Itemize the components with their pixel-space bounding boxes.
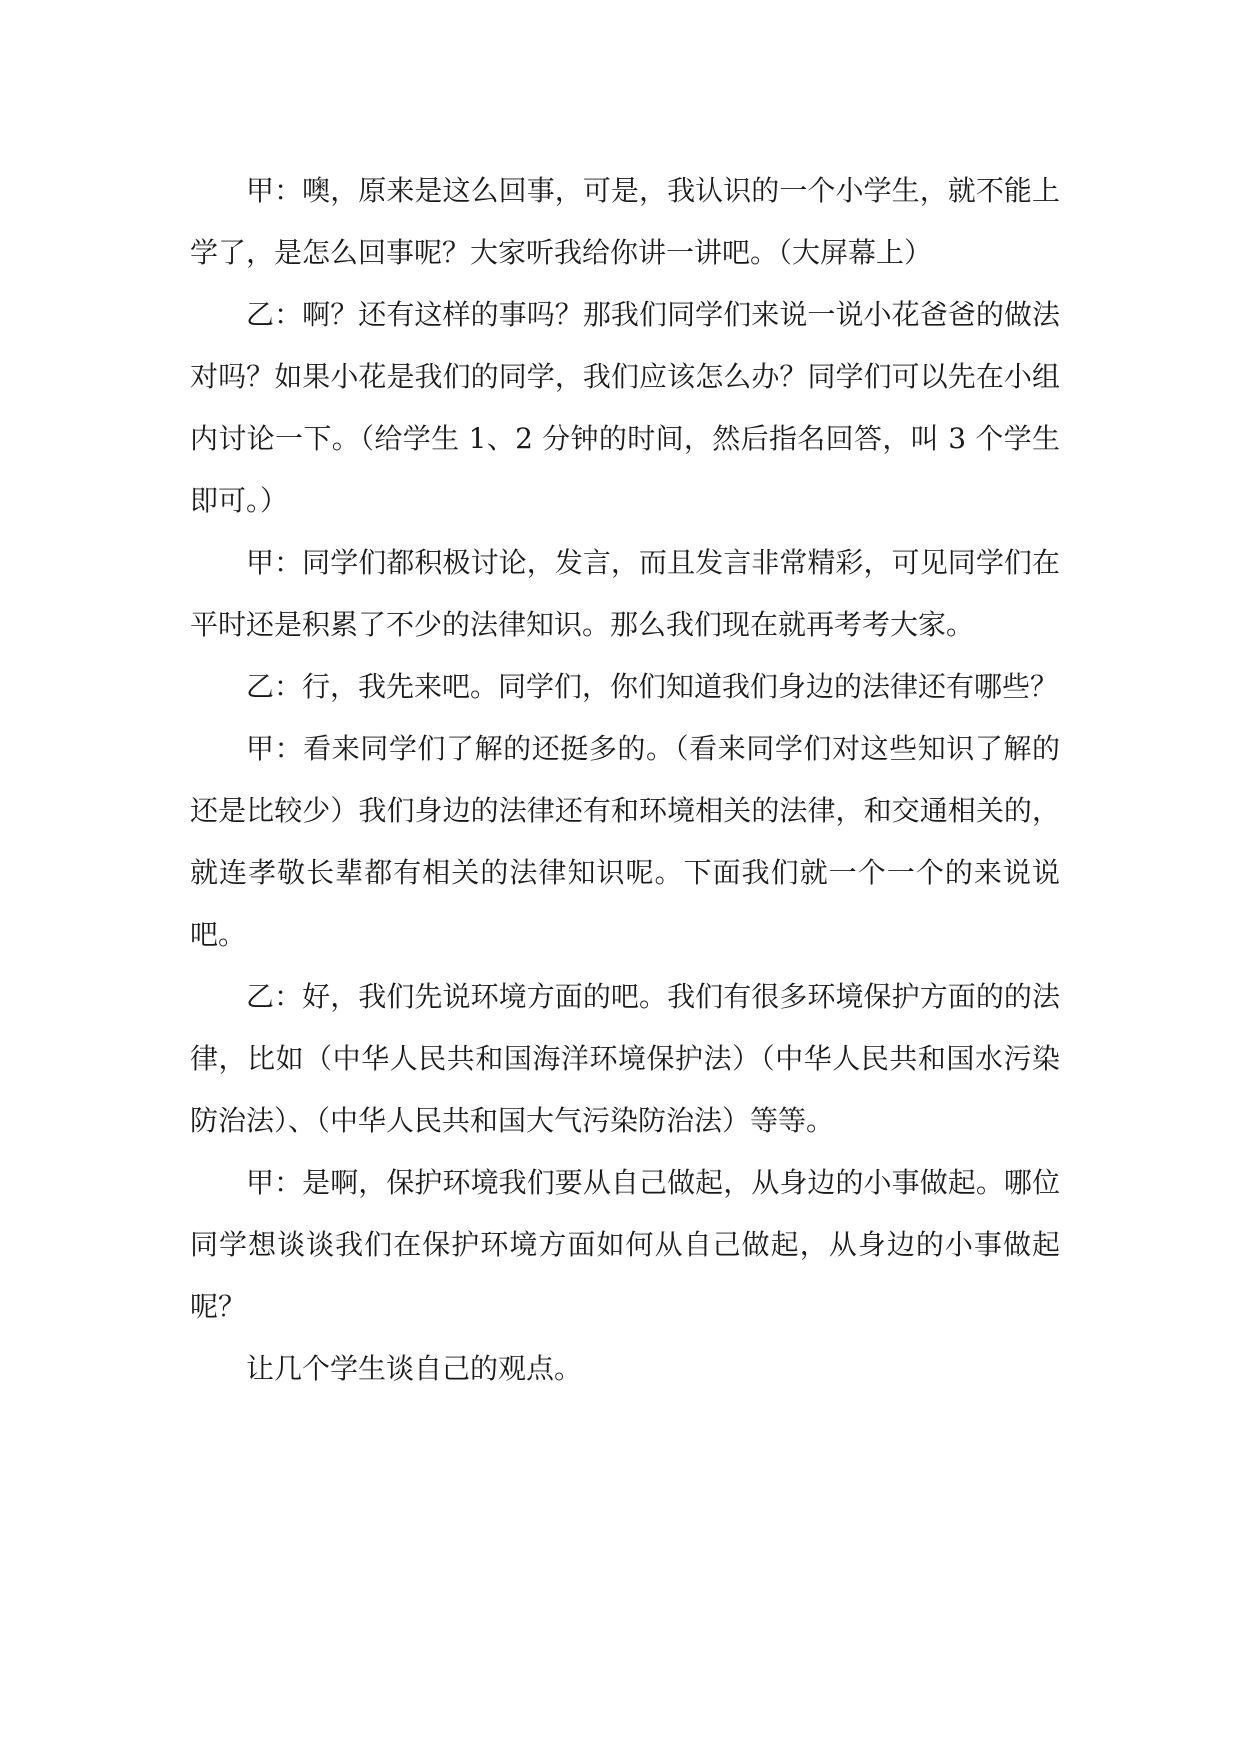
paragraph-4: 乙：行，我先来吧。同学们，你们知道我们身边的法律还有哪些？ (246, 670, 1059, 703)
paragraph-2: 乙：啊？还有这样的事吗？那我们同学们来说一说小花爸爸的做法对吗？如果小花是我们的同学，我们应该怎么办？同学们可以先在小组内讨论一下。（给学生 1、2 分钟的时间，然后指名回答，叫 3 个学生即可。） (190, 298, 1060, 517)
paragraph-1: 甲：噢，原来是这么回事，可是，我认识的一个小学生，就不能上学了，是怎么回事呢？大家听我给你讲一讲吧。（大屏幕上） (190, 174, 1060, 269)
document-body (190, 160, 1060, 1400)
paragraph-5: 甲：看来同学们了解的还挺多的。（看来同学们对这些知识了解的还是比较少）我们身边的法律还有和环境相关的法律，和交通相关的，就连孝敬长辈都有相关的法律知识呢。下面我们就一个一个的来说说吧。 (190, 732, 1060, 951)
paragraph-6: 乙：好，我们先说环境方面的吧。我们有很多环境保护方面的的法律，比如（中华人民共和国海洋环境保护法）（中华人民共和国水污染防治法）、（中华人民共和国大气污染防治法）等等。 (190, 980, 1060, 1137)
paragraph-3: 甲：同学们都积极讨论，发言，而且发言非常精彩，可见同学们在平时还是积累了不少的法律知识。那么我们现在就再考考大家。 (190, 546, 1060, 641)
paragraph-8: 让几个学生谈自己的观点。 (246, 1352, 583, 1385)
paragraph-7: 甲：是啊，保护环境我们要从自己做起，从身边的小事做起。哪位同学想谈谈我们在保护环境方面如何从自己做起，从身边的小事做起呢？ (190, 1166, 1060, 1323)
